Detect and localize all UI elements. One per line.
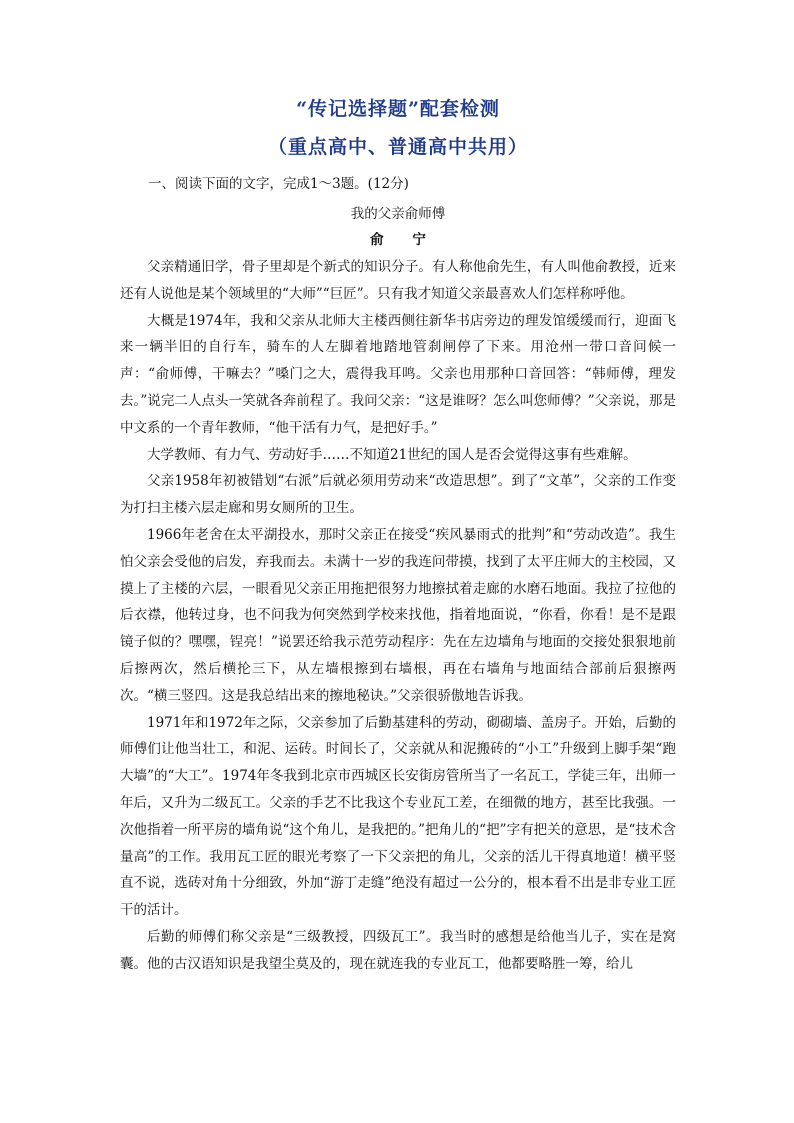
document-page	[120, 96, 676, 978]
article-title: 我的父亲俞师傅	[350, 206, 446, 222]
document-subtitle: （重点高中、普通高中共用）	[267, 136, 528, 158]
question-instruction: 一、阅读下面的文字，完成1～3题。(12分)	[148, 176, 409, 192]
paragraph: 父亲1958年初被错划“右派”后就必须用劳动来“改造思想”。到了“文革”，父亲的工作变为打扫主楼六层走廊和男女厕所的卫生。	[120, 473, 676, 517]
document-title: “传记选择题”配套检测	[296, 98, 500, 120]
paragraph: 1966年老舍在太平湖投水，那时父亲正在接受“疾风暴雨式的批判”和“劳动改造”。我生怕父亲会受他的启发，弃我而去。未满十一岁的我连问带摸，找到了太平庄师大的主校园，又摸上了主楼的六层，一眼看见父亲正用拖把很努力地擦拭着走廊的水磨石地面。我拉了拉他的后衣襟，他转过身，也不问我为何突然到学校来找他，指着地面说，“你看，你看！是不是跟镜子似的？嘿嘿，锃亮！”说罢还给我示范劳动程序：先在左边墙角与地面的交接处狠狠地前后擦两次，然后横抡三下，从左墙根擦到右墙根，再在右墙角与地面结合部前后狠擦两次。“横三竖四。这是我总结出来的擦地秘诀。”父亲很骄傲地告诉我。	[120, 526, 676, 704]
paragraph: 大概是1974年，我和父亲从北师大主楼西侧往新华书店旁边的理发馆缓缓而行，迎面飞来一辆半旧的自行车，骑车的人左脚着地踏地管刹闸停了下来。用沧州一带口音问候一声：“俞师傅，干嘛去？”嗓门之大，震得我耳鸣。父亲也用那种口音回答：“韩师傅，理发去。”说完二人点头一笑就各奔前程了。我问父亲：“这是谁呀？怎么叫您师傅？”父亲说，那是中文系的一个青年教师，“他干活有力气，是把好手。”	[120, 312, 676, 436]
article-author: 俞 宁	[370, 232, 438, 248]
paragraph: 1971年和1972年之际，父亲参加了后勤基建科的劳动，砌砌墙、盖房子。开始，后勤的师傅们让他当壮工，和泥、运砖。时间长了，父亲就从和泥搬砖的“小工”升级到上脚手架“跑大墙”的“大工”。1974年冬我到北京市西城区长安街房管所当了一名瓦工，学徒三年，出师一年后，又升为二级瓦工。父亲的手艺不比我这个专业瓦工差，在细微的地方，甚至比我强。一次他指着一所平房的墙角说“这个角儿，是我把的。”把角儿的“把”字有把关的意思，是“技术含量高”的工作。我用瓦工匠的眼光考察了一下父亲把的角儿，父亲的活儿干得真地道！横平竖直不说，选砖对角十分细致，外加“游丁走缝”绝没有超过一公分的，根本看不出是非专业工匠干的活计。	[120, 714, 676, 919]
paragraph: 大学教师、有力气、劳动好手……不知道21世纪的国人是否会觉得这事有些难解。	[147, 446, 637, 463]
paragraph: 父亲精通旧学，骨子里却是个新式的知识分子。有人称他俞先生，有人叫他俞教授，近来还有人说他是某个领域里的“大师”“巨匠”。只有我才知道父亲最喜欢人们怎样称呼他。	[120, 259, 676, 302]
paragraph: 后勤的师傅们称父亲是“三级教授，四级瓦工”。我当时的感想是给他当儿子，实在是窝囊。他的古汉语知识是我望尘莫及的，现在就连我的专业瓦工，他都要略胜一筹，给儿	[120, 928, 676, 972]
